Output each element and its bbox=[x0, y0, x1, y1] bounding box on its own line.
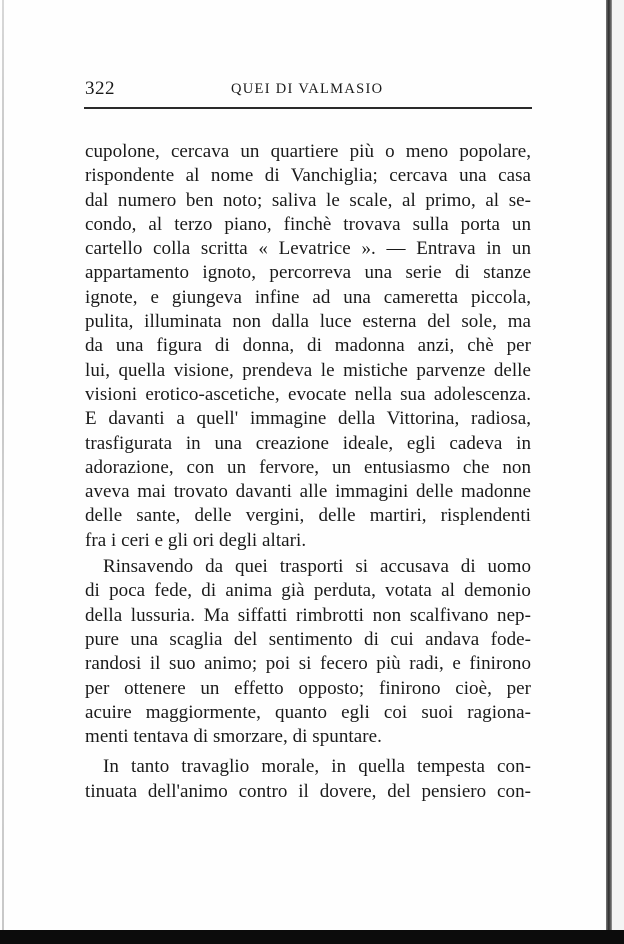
text-line: di poca fede, di anima già perduta, votata al demonio bbox=[85, 580, 531, 602]
text-line: fra i ceri e gli ori degli altari. bbox=[85, 529, 307, 551]
text-line: cupolone, cercava un quartiere più o meno popolare, bbox=[85, 141, 531, 162]
text-line: cartello colla scritta « Levatrice ». — Entrava in un bbox=[85, 238, 531, 260]
text-line: Rinsavendo da quei trasporti si accusava di uomo bbox=[103, 556, 531, 578]
text-line: tinuata dell'animo contro il dovere, del pensiero con- bbox=[85, 780, 531, 802]
page-header bbox=[85, 78, 531, 102]
text-line: delle sante, delle vergini, delle martiri, risplendenti bbox=[85, 505, 531, 527]
text-line: pulita, illuminata non dalla luce esterna del sole, ma bbox=[85, 311, 531, 333]
body-text bbox=[85, 140, 531, 804]
paragraph bbox=[85, 140, 531, 553]
text-line: pure una scaglia del sentimento di cui andava fode- bbox=[85, 628, 531, 650]
text-line: randosi il suo animo; poi si fecero più radi, e finirono bbox=[85, 653, 531, 675]
text-line: acuire maggiormente, quanto egli coi suoi ragiona- bbox=[85, 701, 531, 723]
text-line: trasfigurata in una creazione ideale, egli cadeva in bbox=[85, 432, 531, 454]
text-line: In tanto travaglio morale, in quella tempesta con- bbox=[103, 756, 531, 778]
text-line: appartamento ignoto, percorreva una serie di stanze bbox=[85, 262, 531, 284]
text-line: della lussuria. Ma siffatti rimbrotti non scalfivano nep- bbox=[85, 604, 531, 626]
text-line: condo, al terzo piano, finchè trovava sulla porta un bbox=[85, 213, 531, 235]
text-line: adorazione, con un fervore, un entusiasmo che non bbox=[85, 456, 531, 478]
page-right-margin bbox=[612, 0, 624, 944]
page-left-edge bbox=[2, 0, 4, 930]
text-line: E davanti a quell' immagine della Vittorina, radiosa, bbox=[85, 408, 531, 430]
text-line: lui, quella visione, prendeva le mistiche parvenze delle bbox=[85, 359, 531, 381]
text-line: visioni erotico-ascetiche, evocate nella sua adolescenza. bbox=[85, 383, 531, 405]
text-line: da una figura di donna, di madonna anzi, chè per bbox=[85, 335, 531, 357]
text-line: per ottenere un effetto opposto; finirono cioè, per bbox=[85, 677, 531, 699]
text-line: menti tentava di smorzare, di spuntare. bbox=[85, 726, 382, 748]
text-line: rispondente al nome di Vanchiglia; cercava una casa bbox=[85, 165, 531, 187]
paragraph bbox=[85, 755, 531, 804]
running-title: QUEI DI VALMASIO bbox=[231, 81, 384, 97]
text-line: ignote, e giungeva infine ad una cameretta piccola, bbox=[85, 286, 531, 308]
page-number: 322 bbox=[85, 78, 115, 99]
paragraph bbox=[85, 555, 531, 749]
text-line: aveva mai trovato davanti alle immagini delle madonne bbox=[85, 481, 531, 503]
page-bottom-edge bbox=[0, 930, 624, 944]
text-line: dal numero ben noto; saliva le scale, al primo, al se- bbox=[85, 189, 531, 211]
header-rule bbox=[84, 107, 532, 109]
